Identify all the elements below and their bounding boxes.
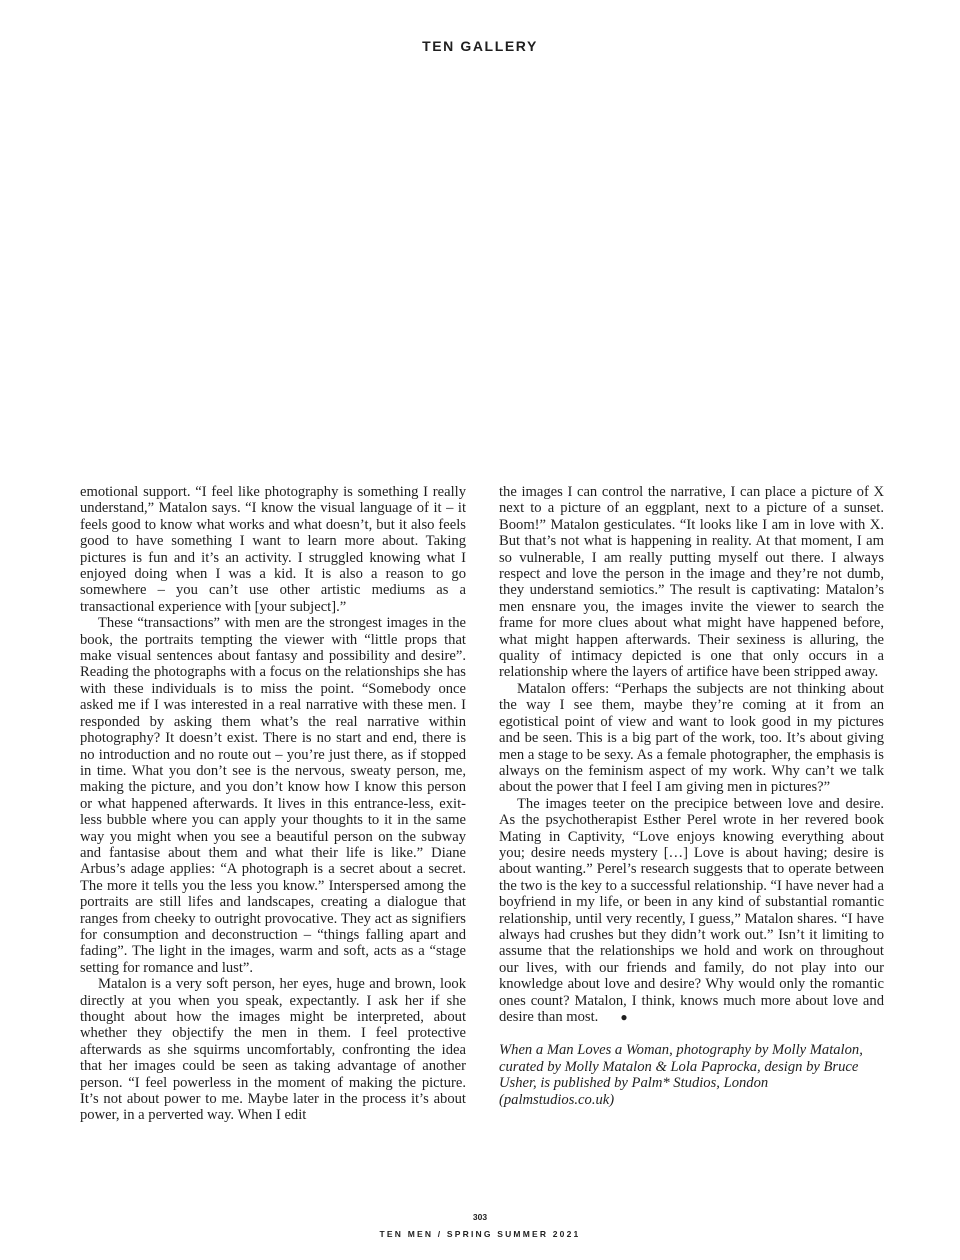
article-column-left <box>80 484 466 1124</box>
book-credit: When a Man Loves a Woman, photography by Molly Matalon, curated by Molly Matalon & Lola Paprocka, design by Bruce Usher, is published by Palm* Studios, London (palmstudios.co.uk) <box>499 1042 863 1108</box>
paragraph-text: The images teeter on the precipice between love and desire. As the psychotherapist Esther Perel wrote in her revered book Mating in Captivity, “Love enjoys knowing everything about you; desire needs mystery […] Love is about having; desire is about wanting.” Perel’s research suggests that to operate between the two is the key to a successful relationship. “I have never had a boyfriend in my life, or been in any kind of substantial romantic relationship, until very recently, I guess,” Matalon shares. “I have always had crushes but they didn’t work out.” Isn’t it limiting to assume that the relationships we hold and work on throughout our lives, with our friends and family, do not play into our knowledge about love and desire? Why would only the romantic ones count? Matalon, I think, knows much more about love and desire than most. <box>499 795 884 1025</box>
section-header: TEN GALLERY <box>422 38 538 54</box>
page-number: 303 <box>472 1212 488 1222</box>
paragraph: Matalon is a very soft person, her eyes, huge and brown, look directly at you when you speak, expectantly. I ask her if she thought about how the images might be interpreted, about whether they objectify the men in them. I feel protective afterwards as she squirms uncomfortably, confronting the idea that her images could be seen as taking advantage of another person. “I feel powerless in the moment of making the picture. It’s not about power to me. Maybe later in the process it’s about power, in a perverted way. When I edit <box>80 976 466 1124</box>
paragraph: the images I can control the narrative, I can place a picture of X next to a picture of an eggplant, next to a picture of a sunset. Boom!” Matalon gesticulates. “It looks like I am in love with X. But that’s not what is happening in reality. At that moment, I am so vulnerable, I am really putting myself out there. I always respect and love the person in the image and they’re not dumb, they understand semiotics.” The result is captivating: Matalon’s men ensnare you, the images invite the viewer to search the frame for more clues about what might have happened before, what might happen afterwards. Their sexiness is alluring, the quality of intimacy depicted is one that only occurs in a relationship where the layers of artifice have been stripped away. <box>499 484 884 681</box>
paragraph: emotional support. “I feel like photography is something I really understand,” Matalon says. “I know the visual language of it – it feels good to know what works and what doesn’t, but it also feels good to have something I want to learn more about. Taking pictures is fun and it’s an activity. I struggled knowing what I enjoyed doing when I was a kid. It is also a reason to go somewhere – you can’t use other artistic mediums as a transactional experience with [your subject].” <box>80 484 466 615</box>
end-mark-icon: ● <box>620 1010 628 1024</box>
paragraph: These “transactions” with men are the strongest images in the book, the portraits tempting the viewer with “little props that make visual sentences about fantasy and possibility and desire”. Reading the photographs with a focus on the relationships she has with these individuals is to miss the point. “Somebody once asked me if I was interested in a real narrative with these men. I responded by asking them what’s the real narrative within photography? It doesn’t exist. There is no start and end, there is no introduction and no route out – you’re just there, as if stopped in time. What you don’t see is the nervous, sweaty person, me, making the picture, and you don’t know how I know this person or what happened afterwards. It lives in this entrance-less, exit-less bubble where you can apply your thoughts to it in the same way you might when you see a beautiful person on the subway and fantasise about them and what their life is like.” Diane Arbus’s adage applies: “A photograph is a secret about a secret. The more it tells you the less you know.” Interspersed among the portraits are still lifes and landscapes, creating a dialogue that ranges from cheeky to outright provocative. They act as signifiers for consumption and deconstruction – “things falling apart and fading”. The light in the images, warm and soft, acts as a “stage setting for romance and lust”. <box>80 615 466 976</box>
paragraph: Matalon offers: “Perhaps the subjects are not thinking about the way I see them, maybe they’re coming at it from an egotistical point of view and want to look good in my pictures and be seen. This is a big part of the work, too. It’s about giving men a stage to be sexy. As a female photographer, the emphasis is always on the feminism aspect of my work. Why can’t we talk about the power that I feel I am giving men in pictures?” <box>499 680 884 796</box>
photo-placeholder <box>80 70 880 470</box>
article-column-right <box>499 484 884 1108</box>
publication-footer: TEN MEN / SPRING SUMMER 2021 <box>379 1229 581 1239</box>
paragraph-final <box>499 796 884 1026</box>
